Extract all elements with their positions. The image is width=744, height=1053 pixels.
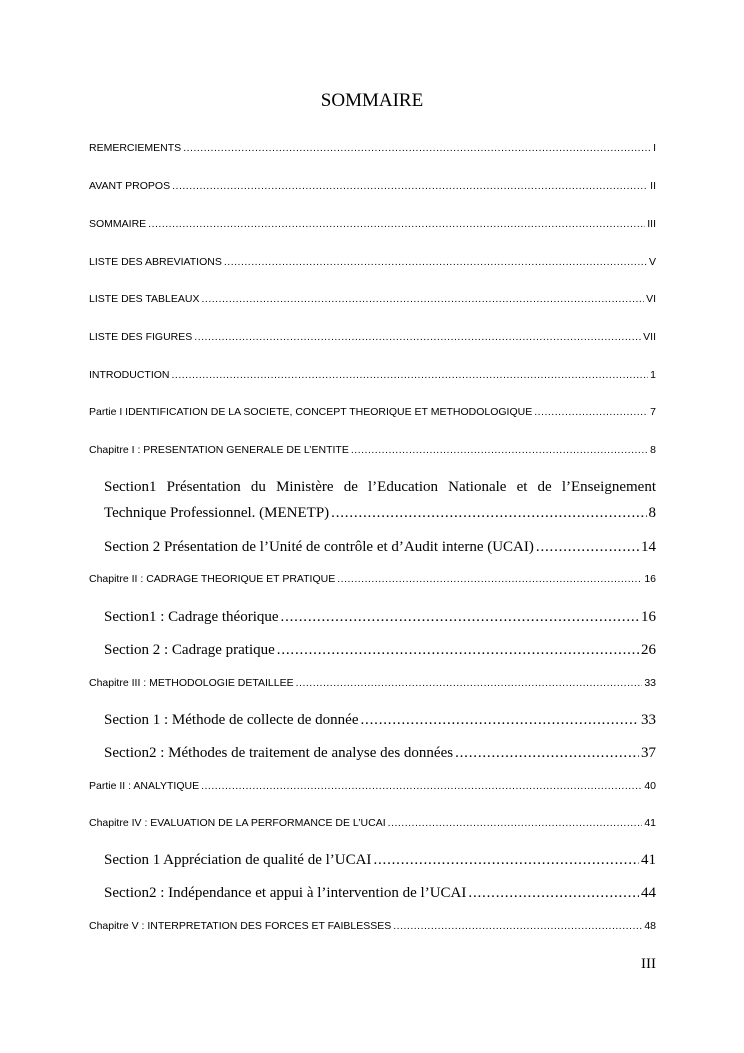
toc-entry-page: VII <box>643 331 656 343</box>
dot-leader <box>455 745 639 762</box>
toc-entry-page: VI <box>646 293 656 305</box>
toc-entry-label: LISTE DES ABREVIATIONS <box>89 256 222 268</box>
dot-leader <box>201 780 642 792</box>
toc-entry[interactable] <box>89 293 656 305</box>
toc-entry-page: 40 <box>644 780 656 792</box>
toc-entry-label: Section 2 Présentation de l’Unité de contrôle et d’Audit interne (UCAI) <box>104 539 534 555</box>
toc-entry-page: 33 <box>641 712 656 728</box>
dot-leader <box>351 444 648 456</box>
dot-leader <box>536 539 639 556</box>
toc-entry[interactable] <box>104 745 656 762</box>
toc-entry-label: Section 1 : Méthode de collecte de donnée <box>104 712 359 728</box>
toc-entry-label: LISTE DES FIGURES <box>89 331 193 343</box>
toc-entry[interactable] <box>89 406 656 418</box>
dot-leader <box>388 817 643 829</box>
toc-entry-multiline-first[interactable]: Section1 Présentation du Ministère de l’Education Nationale et de l’Enseignement <box>104 479 656 495</box>
toc-entry-label: Section2 : Indépendance et appui à l’intervention de l’UCAI <box>104 885 467 901</box>
toc-entry-page: 41 <box>644 817 656 829</box>
toc-entry-label: Chapitre III : METHODOLOGIE DETAILLEE <box>89 677 294 689</box>
toc-entry-page: 33 <box>644 677 656 689</box>
toc-entry-page: 7 <box>650 406 656 418</box>
toc-entry[interactable] <box>89 677 656 689</box>
toc-entry[interactable] <box>89 573 656 585</box>
dot-leader <box>148 218 645 230</box>
toc-entry[interactable] <box>89 920 656 932</box>
toc-entry-page: III <box>647 218 656 230</box>
toc-entry-page: 1 <box>650 369 656 381</box>
page-title: SOMMAIRE <box>320 90 424 111</box>
dot-leader <box>373 852 639 869</box>
toc-entry-page: 8 <box>650 444 656 456</box>
toc-entry-page: I <box>653 142 656 154</box>
dot-leader <box>172 369 649 381</box>
toc-entry-page: 26 <box>641 642 656 658</box>
dot-leader <box>224 256 647 268</box>
toc-entry-label: Section 1 Appréciation de qualité de l’UCAI <box>104 852 372 868</box>
toc-entry-label: REMERCIEMENTS <box>89 142 182 154</box>
dot-leader <box>468 885 639 902</box>
dot-leader <box>281 609 639 626</box>
toc-entry[interactable] <box>89 331 656 343</box>
toc-entry[interactable] <box>104 505 656 522</box>
toc-entry[interactable] <box>89 256 656 268</box>
toc-entry-page: 44 <box>641 885 656 901</box>
toc-entry[interactable] <box>104 539 656 556</box>
toc-entry[interactable] <box>89 180 656 192</box>
toc-entry-label: Section 2 : Cadrage pratique <box>104 642 275 658</box>
toc-entry-page: 41 <box>641 852 656 868</box>
toc-entry[interactable] <box>89 369 656 381</box>
dot-leader <box>183 142 651 154</box>
toc-entry[interactable] <box>104 609 656 626</box>
dot-leader <box>277 642 639 659</box>
dot-leader <box>337 573 642 585</box>
toc-entry-page: 14 <box>641 539 656 555</box>
dot-leader <box>194 331 641 343</box>
toc-entry[interactable] <box>104 712 656 729</box>
toc-entry[interactable] <box>104 885 656 902</box>
dot-leader <box>331 505 646 522</box>
toc-entry[interactable] <box>104 642 656 659</box>
toc-entry-label: LISTE DES TABLEAUX <box>89 293 200 305</box>
dot-leader <box>361 712 640 729</box>
toc-entry-label: Partie I IDENTIFICATION DE LA SOCIETE, CONCEPT THEORIQUE ET METHODOLOGIQUE <box>89 406 533 418</box>
toc-entry-label: AVANT PROPOS <box>89 180 171 192</box>
toc-entry-label: Chapitre IV : EVALUATION DE LA PERFORMANCE DE L’UCAI <box>89 817 386 829</box>
page-number: III <box>641 956 656 972</box>
toc-entry-label: Chapitre V : INTERPRETATION DES FORCES ET FAIBLESSES <box>89 920 392 932</box>
toc-entry-page: II <box>650 180 656 192</box>
toc-entry-label: Chapitre I : PRESENTATION GENERALE DE L’ENTITE <box>89 444 349 456</box>
dot-leader <box>534 406 648 418</box>
toc-entry-page: 37 <box>641 745 656 761</box>
toc-entry-label: Section1 : Cadrage théorique <box>104 609 279 625</box>
toc-entry-label: Chapitre II : CADRAGE THEORIQUE ET PRATIQUE <box>89 573 336 585</box>
toc-entry-label: INTRODUCTION <box>89 369 170 381</box>
toc-entry[interactable] <box>89 780 656 792</box>
toc-entry[interactable] <box>89 444 656 456</box>
toc-entry-page: 16 <box>644 573 656 585</box>
toc-entry-page: 48 <box>644 920 656 932</box>
toc-entry-label: Technique Professionnel. (MENETP) <box>104 505 330 521</box>
dot-leader <box>172 180 648 192</box>
toc-entry[interactable] <box>89 817 656 829</box>
dot-leader <box>202 293 645 305</box>
toc-entry-label: Partie II : ANALYTIQUE <box>89 780 200 792</box>
toc-entry[interactable] <box>89 218 656 230</box>
toc-entry[interactable] <box>104 852 656 869</box>
toc-entry-label: Section2 : Méthodes de traitement de analyse des données <box>104 745 454 761</box>
toc-entry-page: V <box>648 256 656 268</box>
toc-entry[interactable] <box>89 142 656 154</box>
dot-leader <box>296 677 643 689</box>
dot-leader <box>393 920 642 932</box>
toc-entry-page: 16 <box>641 609 656 625</box>
toc-entry-page: 8 <box>648 505 656 521</box>
toc-entry-label: SOMMAIRE <box>89 218 147 230</box>
